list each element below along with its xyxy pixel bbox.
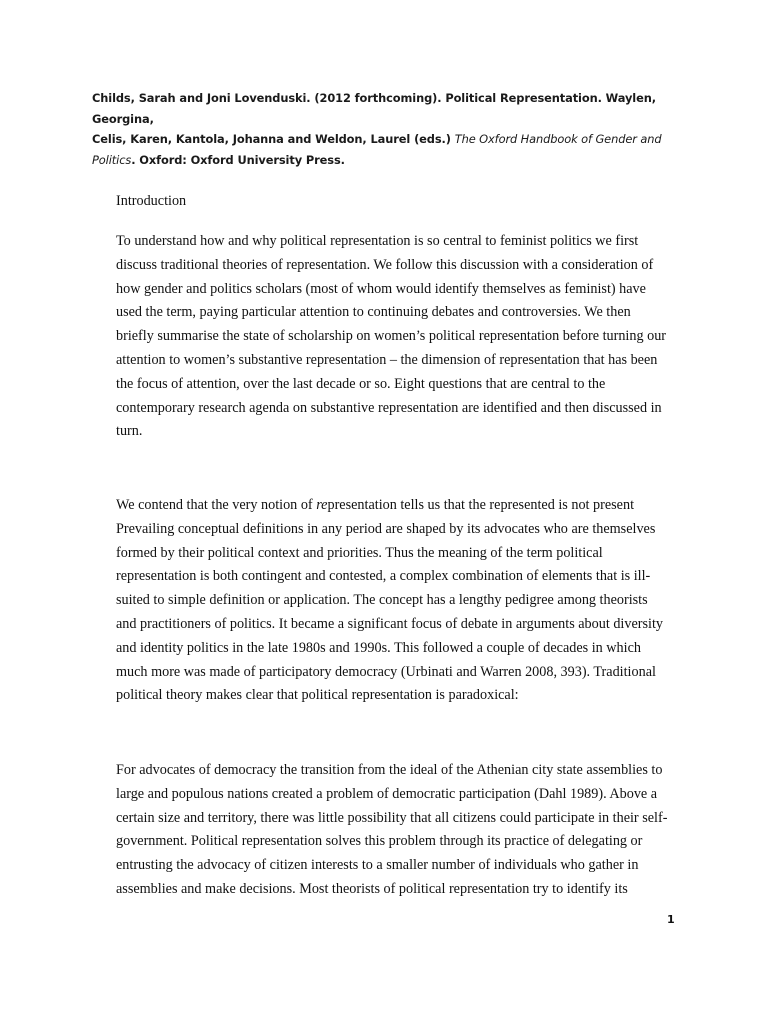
- text-line: discuss traditional theories of representation. We follow this discussion with a consideration of: [116, 256, 654, 273]
- text-line: government. Political representation solves this problem through its practice of delegating or: [116, 833, 643, 850]
- text-run: presentation tells us that the represented is not present: [327, 497, 635, 513]
- paragraph-3: [116, 759, 676, 902]
- citation-line-1: Childs, Sarah and Joni Lovenduski. (2012 forthcoming). Political Representation. Waylen, Georgina,: [92, 91, 656, 126]
- citation-line-2: Celis, Karen, Kantola, Johanna and Weldon, Laurel (eds.): [92, 132, 455, 146]
- text-line: political theory makes clear that political representation is paradoxical:: [116, 687, 519, 704]
- text-line: assemblies and make decisions. Most theorists of political representation try to identify its: [116, 880, 628, 897]
- text-line: For advocates of democracy the transition from the ideal of the Athenian city state assemblies to: [116, 762, 663, 778]
- text-line: formed by their political context and priorities. Thus the meaning of the term political: [116, 544, 603, 561]
- paragraph-2: [116, 494, 676, 708]
- text-line: certain size and territory, there was little possibility that all citizens could participate in their self-: [116, 809, 668, 826]
- paragraph-1: [116, 230, 676, 444]
- text-line: used the term, paying particular attention to continuing debates and controversies. We then: [116, 304, 631, 321]
- text-line: [116, 494, 676, 518]
- text-line: and practitioners of politics. It became a significant focus of debate in arguments about diversity: [116, 615, 663, 632]
- text-line: suited to simple definition or application. The concept has a lengthy pedigree among theorists: [116, 592, 648, 609]
- text-line: Prevailing conceptual definitions in any period are shaped by its advocates who are themselves: [116, 520, 656, 537]
- emphasis-re: re: [316, 497, 328, 513]
- text-line: attention to women’s substantive representation – the dimension of representation that has been: [116, 351, 658, 368]
- text-line: turn.: [116, 423, 143, 440]
- citation-book-title: The Oxford Handbook of Gender and: [454, 132, 662, 146]
- citation-publisher: . Oxford: Oxford University Press.: [131, 152, 345, 167]
- text-line: briefly summarise the state of scholarship on women’s political representation before turning our: [116, 328, 667, 345]
- text-line: and identity politics in the late 1980s and 1990s. This followed a couple of decades in which: [116, 639, 641, 656]
- text-line: large and populous nations created a problem of democratic participation (Dahl 1989). Above a: [116, 785, 658, 802]
- text-line: much more was made of participatory democracy (Urbinati and Warren 2008, 393). Traditional: [116, 663, 656, 680]
- text-line: representation is both contingent and contested, a complex combination of elements that is ill-: [116, 568, 651, 585]
- citation-block: [92, 88, 682, 170]
- page-number: 1: [667, 913, 675, 926]
- text-line: contemporary research agenda on substantive representation are identified and then discussed in: [116, 399, 662, 416]
- text-run: We contend that the very notion of: [116, 497, 317, 513]
- text-line: To understand how and why political representation is so central to feminist politics we first: [116, 233, 639, 249]
- text-line: the focus of attention, over the last decade or so. Eight questions that are central to the: [116, 375, 606, 392]
- citation-book-title-end: Politics: [92, 152, 132, 167]
- text-line: entrusting the advocacy of citizen interests to a smaller number of individuals who gather in: [116, 857, 639, 874]
- text-line: how gender and politics scholars (most of whom would identify themselves as feminist) have: [116, 280, 646, 297]
- section-heading: Introduction: [116, 193, 187, 209]
